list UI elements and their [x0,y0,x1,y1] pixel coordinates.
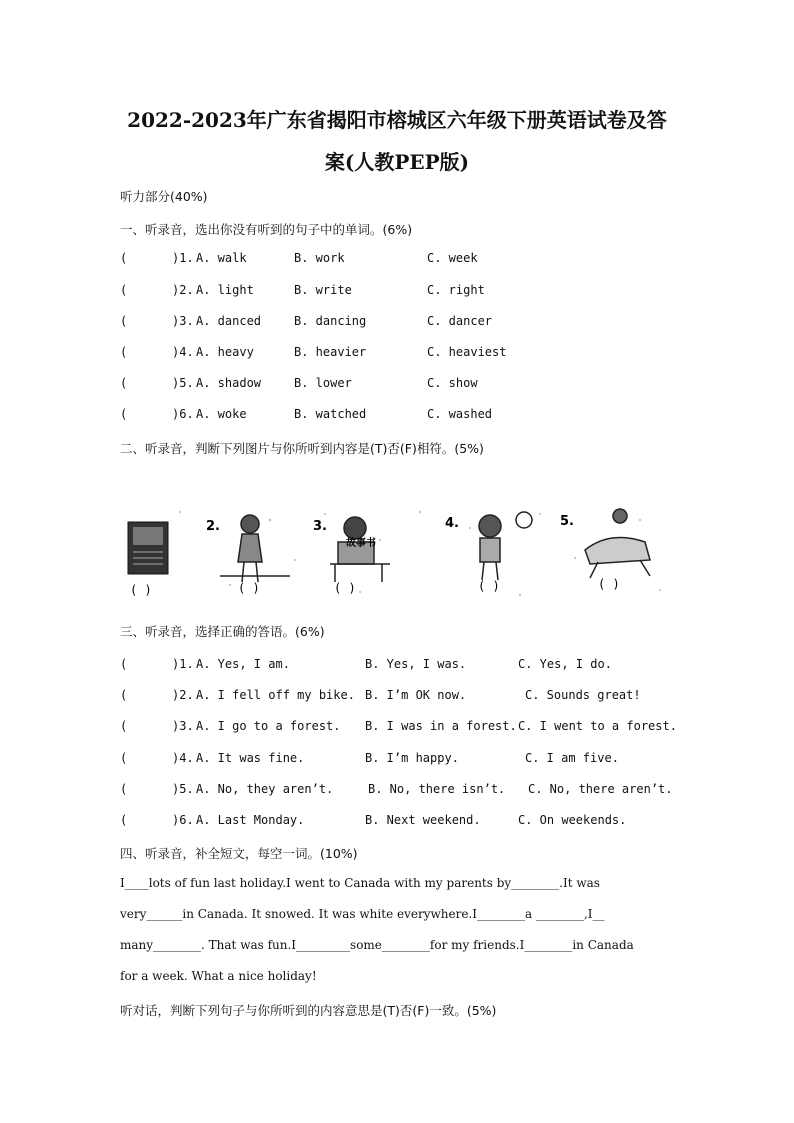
option-b: B. lower [294,376,352,390]
answer-blank[interactable]: ( [120,657,128,671]
picture-number: 3. [313,519,327,534]
picture-answer-blank[interactable]: ( ) [478,579,500,593]
option-c: C. right [427,283,485,297]
book-label: 故事书 [346,538,376,549]
section5-heading: 听对话，判断下列句子与你所听到的内容意思是(T)否(F)一致。(5%) [120,1003,497,1018]
question-row [120,657,680,673]
option-b: B. No, there isn’t. [368,782,506,796]
cloze-text[interactable]: I____lots of fun last holiday.I went to Canada with my parents by________.It was [120,876,600,890]
question-number: )1. [172,251,194,265]
option-c: C. Yes, I do. [518,657,612,671]
option-b: B. dancing [294,314,367,328]
book-picture [128,522,168,574]
cloze-line [120,876,680,890]
option-a: A. shadow [196,376,262,390]
option-b: B. I’m happy. [365,751,459,765]
cloze-text: for a week. What a nice holiday! [120,969,317,983]
option-b: B. watched [294,407,367,421]
option-c: C. show [427,376,478,390]
question-row [120,719,680,735]
cloze-text[interactable]: very______in Canada. It snowed. It was white everywhere.I________a ________,I__ [120,907,605,921]
option-c: C. dancer [427,314,493,328]
option-c: C. No, there aren’t. [528,782,673,796]
answer-blank[interactable]: ( [120,407,128,421]
question-number: )3. [172,314,194,328]
option-a: A. No, they aren’t. [196,782,334,796]
answer-blank[interactable]: ( [120,376,128,390]
option-a: A. I go to a forest. [196,719,341,733]
section4-heading: 四、听录音，补全短文，每空一词。(10%) [120,846,358,861]
picture-number: 5. [560,514,574,529]
answer-blank[interactable]: ( [120,314,128,328]
option-a: A. I fell off my bike. [196,688,355,702]
option-b: B. work [294,251,345,265]
question-row [120,283,680,299]
question-number: )6. [172,813,194,827]
option-a: A. danced [196,314,262,328]
page-title-line2: 案(人教PEP版) [324,150,470,174]
option-b: B. Next weekend. [365,813,481,827]
option-b: B. heavier [294,345,367,359]
question-number: )2. [172,283,194,297]
option-c: C. I went to a forest. [518,719,677,733]
option-a: A. walk [196,251,247,265]
answer-blank[interactable]: ( [120,751,128,765]
question-row [120,376,680,392]
question-number: )1. [172,657,194,671]
question-row [120,813,680,829]
question-number: )4. [172,345,194,359]
question-row [120,782,680,798]
option-a: A. woke [196,407,247,421]
option-c: C. week [427,251,478,265]
picture-answer-blank[interactable]: ( ) [130,583,152,597]
question-row [120,751,680,767]
option-b: B. write [294,283,352,297]
question-row [120,251,680,267]
option-c: C. heaviest [427,345,507,359]
section3-heading: 三、听录音，选择正确的答语。(6%) [120,624,325,639]
boy-picture [479,512,532,580]
listening-part-label: 听力部分(40%) [120,189,208,204]
option-a: A. Last Monday. [196,813,305,827]
picture-answer-blank[interactable]: ( ) [598,577,620,591]
option-b: B. I’m OK now. [365,688,467,702]
option-c: C. I am five. [525,751,619,765]
answer-blank[interactable]: ( [120,251,128,265]
picture-number: 2. [206,519,220,534]
question-number: )4. [172,751,194,765]
answer-blank[interactable]: ( [120,345,128,359]
option-b: B. I was in a forest. [365,719,517,733]
option-a: A. light [196,283,254,297]
option-a: A. heavy [196,345,254,359]
question-number: )3. [172,719,194,733]
question-number: )5. [172,376,194,390]
picture-answer-blank[interactable]: ( ) [238,581,260,595]
answer-blank[interactable]: ( [120,688,128,702]
cloze-text[interactable]: many________. That was fun.I_________some________for my friends.I________in Canada [120,938,634,952]
girl-picture [220,515,290,582]
answer-blank[interactable]: ( [120,782,128,796]
reading-girl-picture [330,517,390,582]
option-b: B. Yes, I was. [365,657,467,671]
answer-blank[interactable]: ( [120,719,128,733]
option-a: A. Yes, I am. [196,657,290,671]
option-a: A. It was fine. [196,751,305,765]
question-number: )5. [172,782,194,796]
page-title-line1: 2022-2023年广东省揭阳市榕城区六年级下册英语试卷及答 [127,108,667,132]
option-c: C. On weekends. [518,813,627,827]
question-row [120,345,680,361]
cloze-line [120,969,680,983]
question-row [120,407,680,423]
answer-blank[interactable]: ( [120,813,128,827]
picture-strip [120,500,665,608]
section2-heading: 二、听录音，判断下列图片与你所听到内容是(T)否(F)相符。(5%) [120,441,484,456]
cloze-line [120,907,680,921]
picture-number: 4. [445,516,459,531]
question-number: )2. [172,688,194,702]
section1-heading: 一、听录音，选出你没有听到的句子中的单词。(6%) [120,222,413,237]
question-row [120,688,680,704]
picture-answer-blank[interactable]: ( ) [334,581,356,595]
question-number: )6. [172,407,194,421]
answer-blank[interactable]: ( [120,283,128,297]
option-c: C. washed [427,407,493,421]
question-row [120,314,680,330]
cloze-line [120,938,680,952]
option-c: C. Sounds great! [525,688,641,702]
